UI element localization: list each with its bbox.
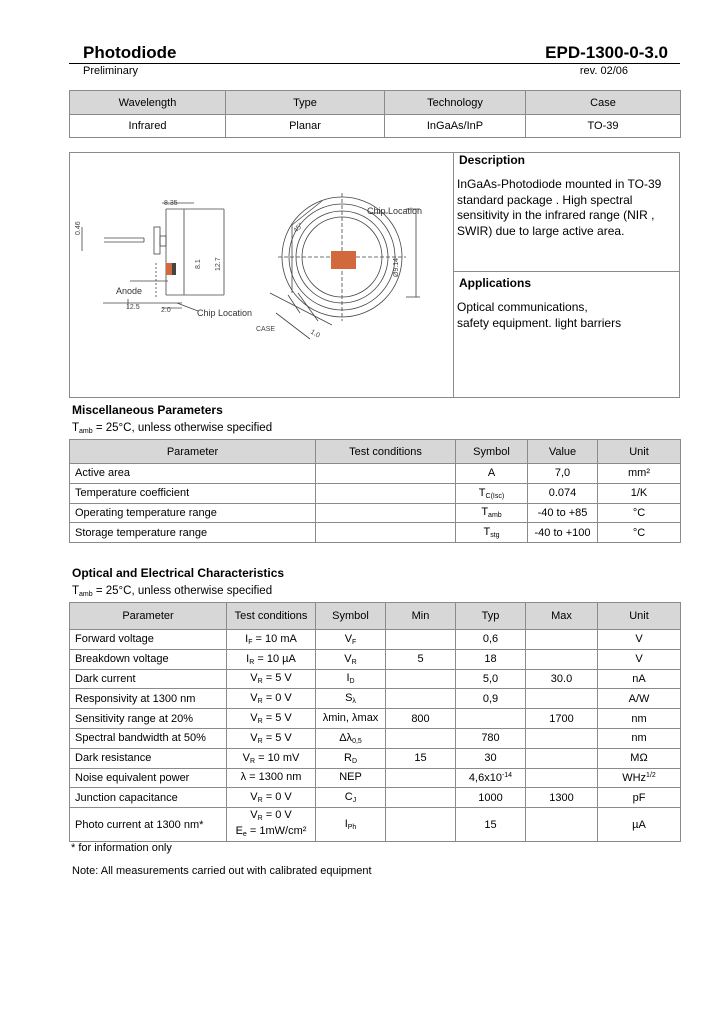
table-row: Junction capacitance $V_R = 0$ V $C_J$ 1000 1300 pF [70,788,681,808]
table-row: Forward voltage $I_F = 10$ mA $V_F$ 0,6 V [70,630,681,650]
misc-condition: $T_{amb} = 25^\circ C$, unless otherwise specified [72,422,273,435]
chip-mount [172,263,176,275]
dim-label-914: Ø9.14 [393,257,400,277]
misc-header-conditions: Test conditions [316,440,456,464]
description-title: Description [459,153,526,167]
table-row: Storage temperature range $T_{stg}$ -40 to +100 °C [70,523,681,543]
header-rule [69,63,680,64]
part-number: EPD-1300-0-3.0 [545,43,668,62]
overview-header-technology: Technology [385,91,526,115]
description-line: standard package . High spectral [457,192,633,207]
chip-square-front [331,251,356,269]
overview-technology: InGaAs/InP [385,115,526,138]
footnote: * for information only [71,842,172,854]
dim-label-81: 8.1 [195,259,202,269]
optical-header-typ: Typ [456,603,526,630]
table-row: Temperature coefficient $T_{C(Isc)}$ 0.074 1/K [70,483,681,503]
optical-header-unit: Unit [598,603,681,630]
table-row: Noise equivalent power λ = 1300 nm NEP $4,6x10^{-14}$ WHz$^{1/2}$ [70,768,681,788]
optical-header-parameter: Parameter [70,603,227,630]
misc-header-parameter: Parameter [70,440,316,464]
table-row: Operating temperature range $T_{amb}$ -40 to +85 °C [70,503,681,523]
chip-location-right-label: Chip Location [367,206,423,216]
table-row: Active area A 7,0 mm² [70,464,681,484]
header-flange [154,227,160,254]
misc-header-symbol: Symbol [456,440,528,464]
optical-title: Optical and Electrical Characteristics [72,566,285,580]
status-label: Preliminary [83,65,139,77]
applications-title: Applications [459,276,532,290]
applications-text [457,300,679,331]
applications-line: Optical communications, [457,300,588,314]
optical-condition: $T_{amb} = 25^\circ C$, unless otherwise specified [72,585,273,598]
optical-header-max: Max [526,603,598,630]
applications-line: safety equipment. light barriers [457,315,622,330]
table-row: Breakdown voltage $I_R = 10$ µA $V_R$ 5 18 V [70,649,681,669]
dim-label-125: 12.5 [126,304,140,311]
description-line: SWIR) due to large active area. [457,223,625,238]
anode-label: Anode [116,286,143,296]
misc-header-value: Value [528,440,598,464]
table-row: Spectral bandwidth at 50% $V_R = 5$ V $\Delta\lambda_{0,5}$ 780 nm [70,728,681,748]
overview-case: TO-39 [526,115,681,138]
overview-wavelength: Infrared [70,115,226,138]
misc-header-unit: Unit [598,440,681,464]
package-drawing [70,153,453,397]
chip-location-left-label: Chip Location [197,308,253,318]
overview-header-wavelength: Wavelength [70,91,226,115]
description-line: sensitivity in the infrared range (NIR , [457,208,655,222]
overview-header-type: Type [226,91,385,115]
table-row: Dark current $V_R = 5$ V $I_D$ 5,0 30.0 nA [70,669,681,689]
optical-table [69,602,681,842]
overview-type: Planar [226,115,385,138]
optical-header-conditions: Test conditions [227,603,316,630]
table-row: Responsivity at 1300 nm $V_R = 0$ V $S_\lambda$ 0,9 A/W [70,689,681,709]
table-row: Dark resistance $V_R = 10$ mV $R_D$ 15 30 MΩ [70,748,681,768]
measurement-note: Note: All measurements carried out with calibrated equipment [72,865,372,877]
description-line: InGaAs-Photodiode mounted in TO-39 [457,177,662,191]
optical-header-symbol: Symbol [316,603,386,630]
table-row: Photo current at 1300 nm* $V_R = 0$ V $E_e = 1mW/cm^2$ $I_{Ph}$ 15 µA [70,808,681,842]
overview-table [69,90,681,138]
overview-header-case: Case [526,91,681,115]
revision-label: rev. 02/06 [579,65,628,77]
dim-label-046: 0.46 [75,221,82,235]
document-title: Photodiode [83,43,177,62]
dim-label-1: 1.0 [309,328,321,340]
optical-header-min: Min [386,603,456,630]
table-row: Sensitivity range at 20% $V_R = 5$ V λmin, λmax 800 1700 nm [70,709,681,729]
dim-label-835: 8.35 [164,200,178,207]
dim-label-20: 2.0 [161,307,171,314]
misc-title: Miscellaneous Parameters [72,403,223,417]
misc-table [69,439,681,543]
description-text [457,177,679,239]
dim-label-127: 12.7 [215,257,222,271]
dim-label-45: 45° [292,221,305,235]
case-label: CASE [256,326,276,333]
